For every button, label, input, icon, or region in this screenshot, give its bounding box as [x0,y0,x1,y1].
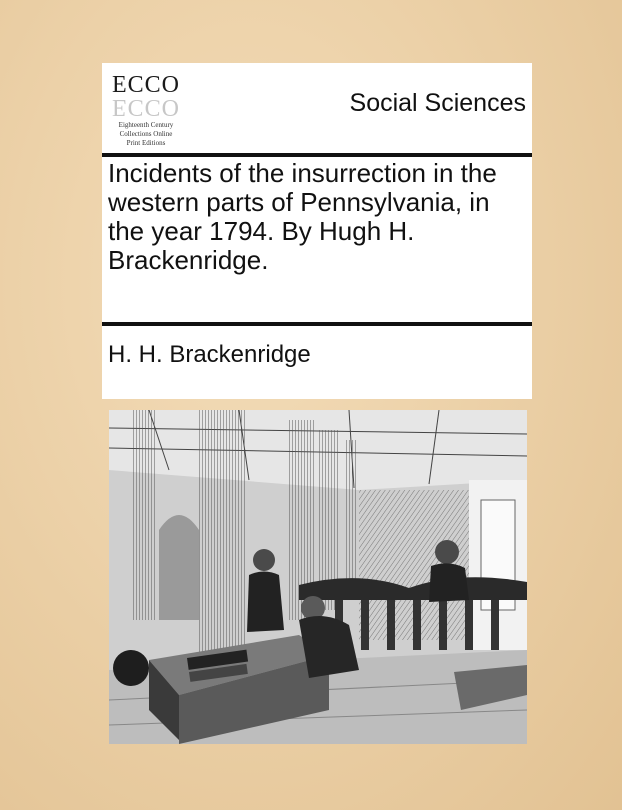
book-author: H. H. Brackenridge [108,341,311,368]
logo-caption-line-2: Collections Online [119,130,173,138]
logo-caption-line-1: Eighteenth Century [118,121,174,129]
logo-caption [110,121,182,148]
category-label: Social Sciences [349,89,526,117]
engraving-schoolroom-illustration [109,410,527,744]
logo-caption-line-3: Print Editions [126,139,166,147]
top-rule [102,153,532,157]
logo-letters: ECCO [111,72,180,98]
book-title: Incidents of the insurrection in the western parts of Pennsylvania, in the year 1794. By Hugh H. Brackenridge. [108,158,497,275]
logo-reflection: ECCO [111,94,180,120]
cover-panel [102,63,532,399]
bottom-rule [102,322,532,326]
ecco-logo [110,71,182,151]
